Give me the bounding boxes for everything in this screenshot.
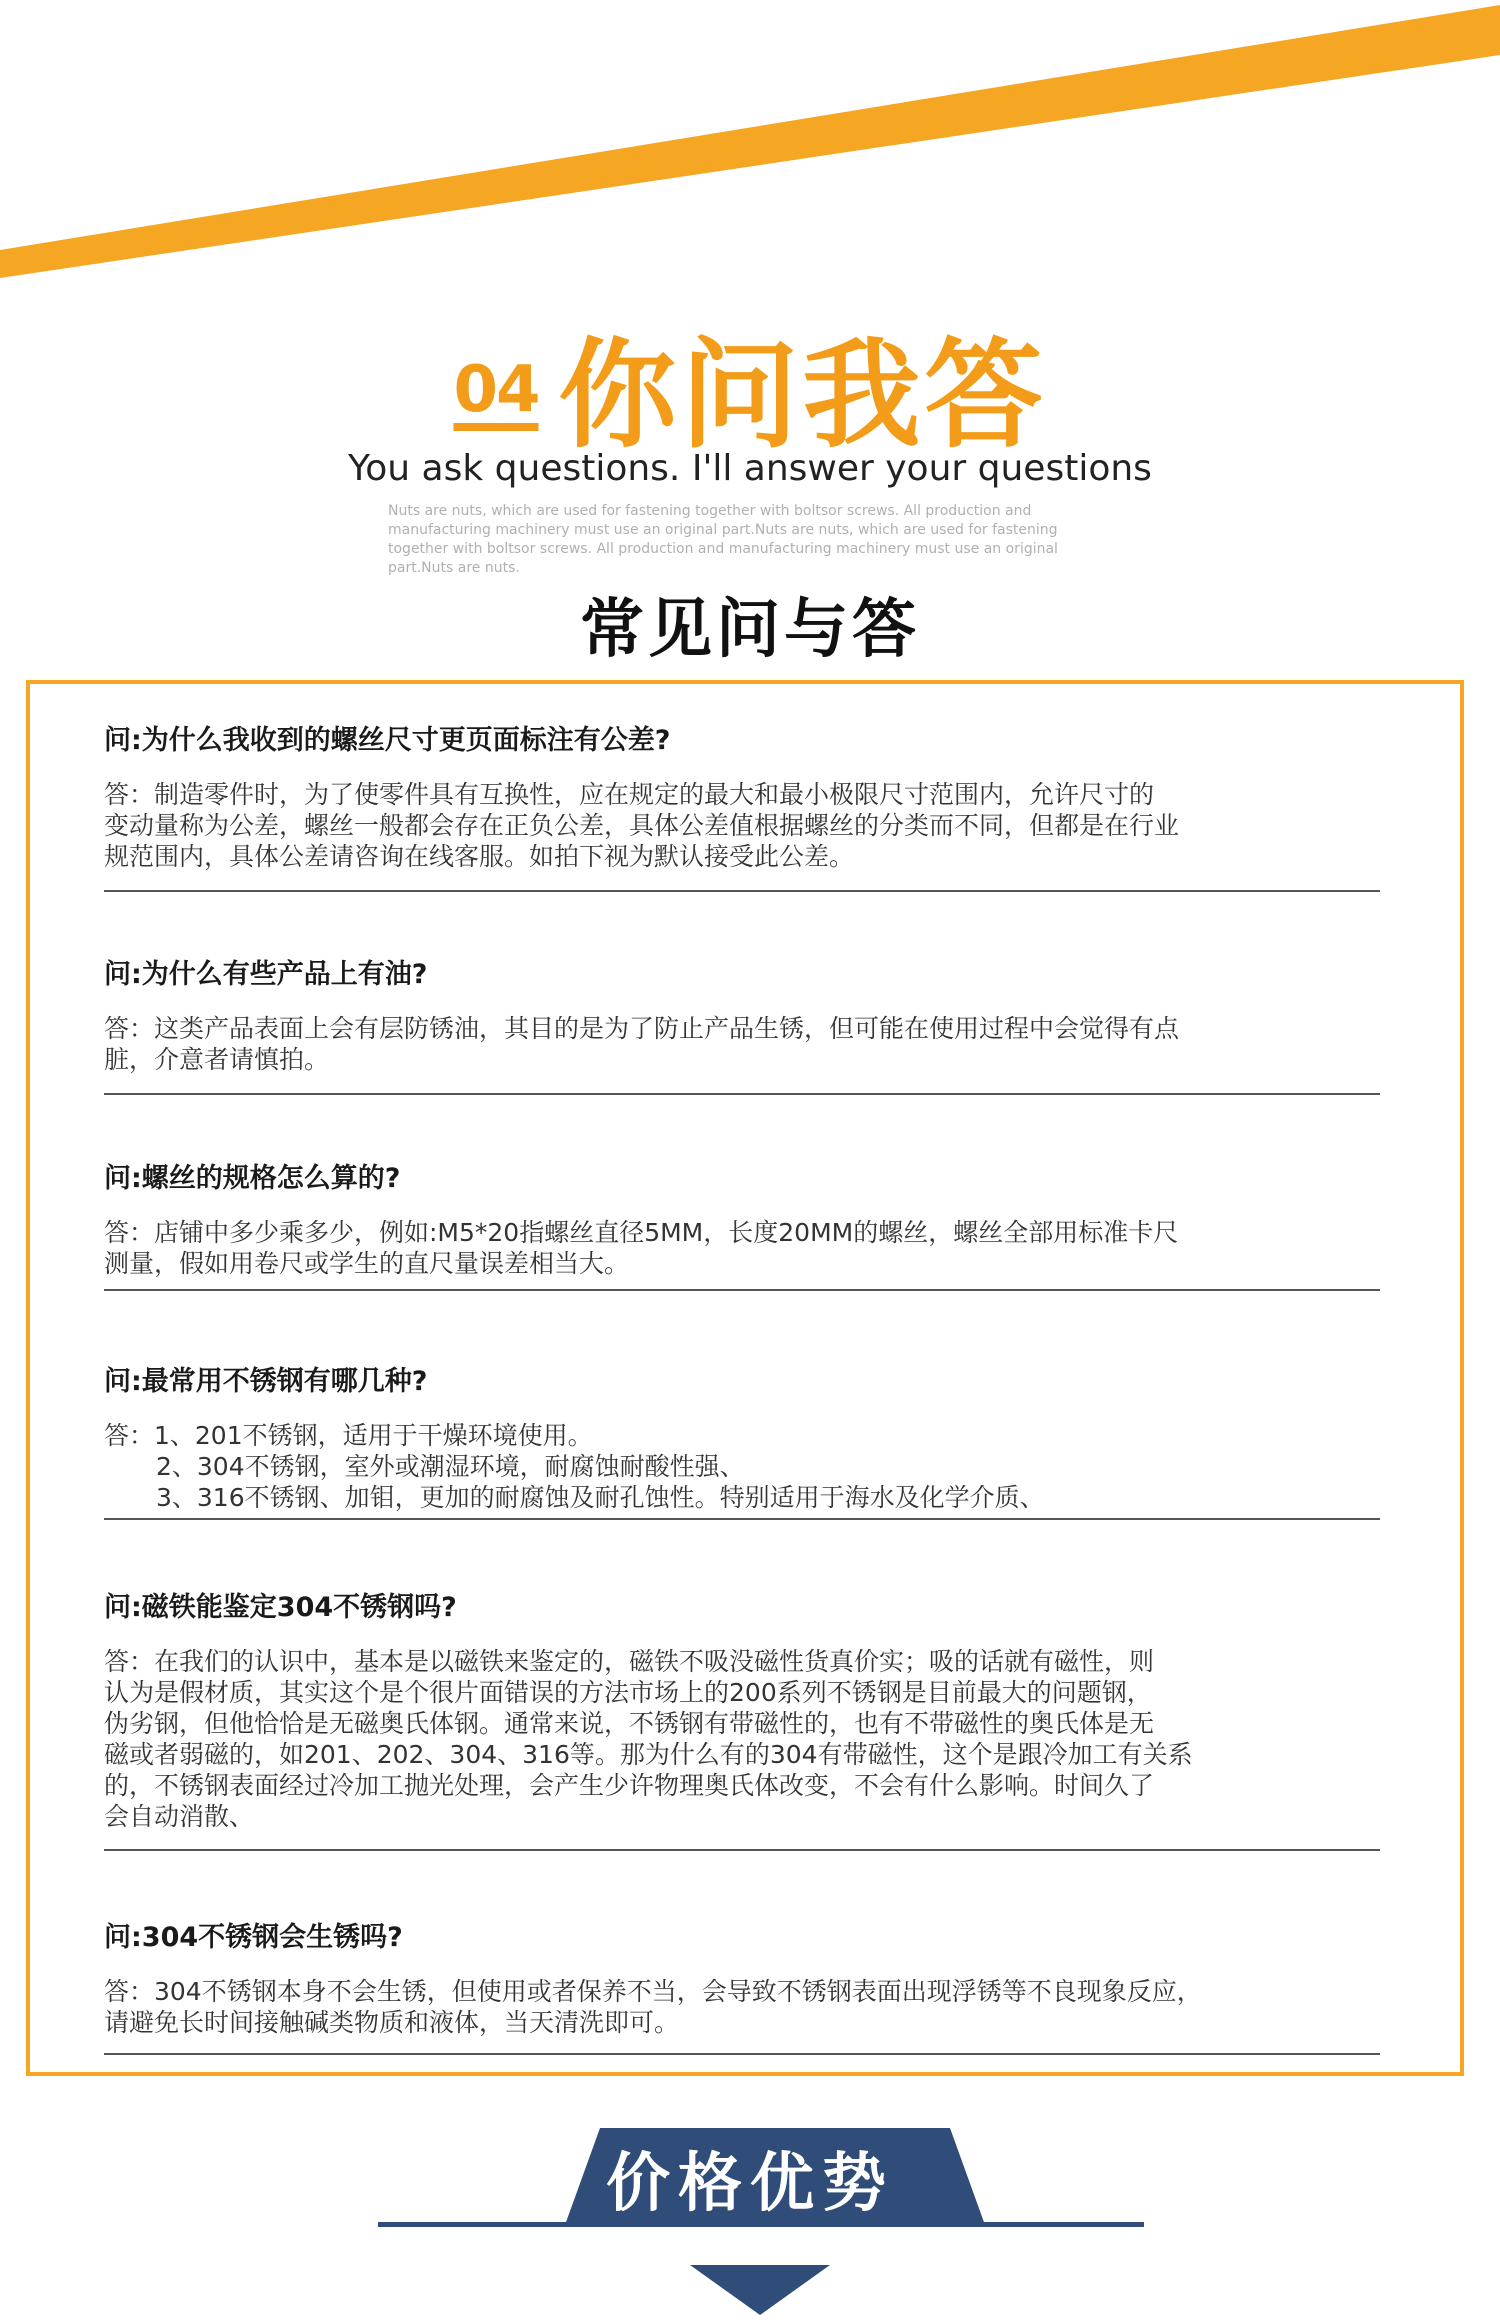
answer-line: 规范围内，具体公差请咨询在线客服。如拍下视为默认接受此公差。: [104, 842, 855, 871]
answer-line: 答：1、201不锈钢，适用于干燥环境使用。: [104, 1421, 593, 1450]
faq-divider: [104, 2053, 1380, 2055]
faq-divider: [104, 1849, 1380, 1851]
faq-item-6: [104, 1915, 1380, 2038]
answer-line: 答：304不锈钢本身不会生锈，但使用或者保养不当，会导致不锈钢表面出现浮锈等不良现象反应，: [104, 1977, 1202, 2006]
faq-answer: [104, 1976, 1380, 2038]
banner-label: 价格优势: [606, 2147, 894, 2221]
faq-divider: [104, 890, 1380, 892]
faq-question: 问:螺丝的规格怎么算的?: [104, 1163, 401, 1194]
faq-answer: [104, 1420, 1380, 1513]
answer-line: 会自动消散、: [104, 1802, 255, 1831]
faq-divider: [104, 1518, 1380, 1520]
faq-divider: [104, 1093, 1380, 1095]
answer-line: 脏，介意者请慎拍。: [104, 1045, 330, 1074]
faq-answer: [104, 1217, 1380, 1279]
faq-answer: [104, 1646, 1380, 1832]
faq-question: 问:磁铁能鉴定304不锈钢吗?: [104, 1592, 457, 1623]
faq-item-5: [104, 1585, 1380, 1832]
faq-heading: 常见问与答: [580, 593, 920, 667]
faq-item-1: [104, 718, 1380, 872]
title-row: [0, 320, 1500, 464]
filler-text: Nuts are nuts, which are used for fastening together with boltsor screws. All production and manufacturing machinery must use an original part.Nuts are nuts, which are used for fastening together with boltsor screws. All production and manufacturing machinery must use an original part.Nuts are nuts.: [388, 503, 1058, 576]
answer-line: 答：店铺中多少乘多少，例如:M5*20指螺丝直径5MM，长度20MM的螺丝，螺丝全部用标准卡尺: [104, 1218, 1179, 1247]
answer-line: 3、316不锈钢、加钼，更加的耐腐蚀及耐孔蚀性。特别适用于海水及化学介质、: [156, 1483, 1045, 1512]
answer-line: 测量，假如用卷尺或学生的直尺量误差相当大。: [104, 1249, 630, 1278]
answer-line: 的，不锈钢表面经过冷加工抛光处理，会产生少许物理奥氏体改变，不会有什么影响。时间久了: [104, 1771, 1155, 1800]
section-number: 04: [453, 353, 539, 427]
faq-divider: [104, 1289, 1380, 1291]
answer-line: 伪劣钢，但他恰恰是无磁奥氏体钢。通常来说，不锈钢有带磁性的，也有不带磁性的奥氏体是无: [104, 1709, 1155, 1738]
faq-answer: [104, 779, 1380, 872]
answer-line: 答：在我们的认识中，基本是以磁铁来鉴定的，磁铁不吸没磁性货真价实；吸的话就有磁性，则: [104, 1647, 1155, 1676]
faq-item-3: [104, 1156, 1380, 1279]
faq-item-2: [104, 952, 1380, 1075]
answer-line: 磁或者弱磁的，如201、202、304、316等。那为什么有的304有带磁性，这个是跟冷加工有关系: [104, 1740, 1193, 1769]
answer-line: 答：这类产品表面上会有层防锈油，其目的是为了防止产品生锈，但可能在使用过程中会觉得有点: [104, 1014, 1180, 1043]
faq-question: 问:为什么我收到的螺丝尺寸更页面标注有公差?: [104, 725, 671, 756]
header: [0, 320, 1500, 667]
faq-item-4: [104, 1359, 1380, 1513]
orange-diagonal-stripe: [0, 0, 1500, 300]
faq-answer: [104, 1013, 1380, 1075]
answer-line: 请避免长时间接触碱类物质和液体，当天清洗即可。: [104, 2008, 680, 2037]
faq-question: 问:为什么有些产品上有油?: [104, 959, 428, 990]
section-subtitle: You ask questions. I'll answer your questions: [348, 448, 1152, 489]
section-title: 你问我答: [558, 326, 1047, 464]
faq-question: 问:最常用不锈钢有哪几种?: [104, 1366, 428, 1397]
answer-line: 答：制造零件时，为了使零件具有互换性，应在规定的最大和最小极限尺寸范围内，允许尺寸的: [104, 780, 1155, 809]
faq-question: 问:304不锈钢会生锈吗?: [104, 1922, 403, 1953]
answer-line: 变动量称为公差，螺丝一般都会存在正负公差，具体公差值根据螺丝的分类而不同，但都是在行业: [104, 811, 1180, 840]
answer-line: 认为是假材质，其实这个是个很片面错误的方法市场上的200系列不锈钢是目前最大的问题钢，: [104, 1678, 1152, 1707]
answer-line: 2、304不锈钢，室外或潮湿环境，耐腐蚀耐酸性强、: [156, 1452, 745, 1481]
